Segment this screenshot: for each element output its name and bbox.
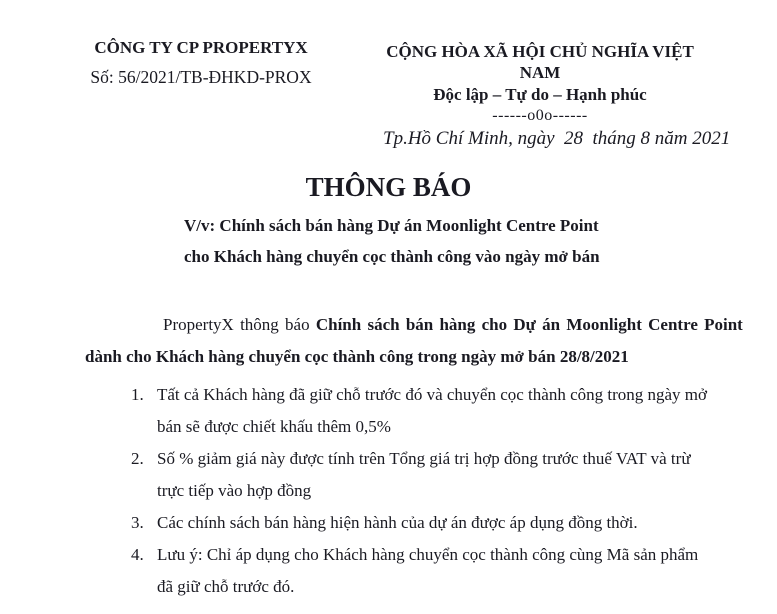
list-item-number: 2. <box>131 449 144 468</box>
subtitle-line2: cho Khách hàng chuyển cọc thành công vào ngày mở bán <box>184 247 600 266</box>
list-item-line: Các chính sách bán hàng hiện hành của dự án được áp dụng đồng thời. <box>157 513 638 532</box>
company-header <box>89 38 313 88</box>
ornamental-divider: ------o0o------ <box>492 107 588 124</box>
list-item <box>85 379 745 443</box>
list-item <box>85 507 745 539</box>
document-title: THÔNG BÁO <box>305 172 472 202</box>
list-item-line: Số % giảm giá này được tính trên Tổng giá trị hợp đồng trước thuế VAT và trừ <box>157 449 691 468</box>
intro-lead-text: PropertyX thông báo <box>163 315 316 334</box>
list-item <box>85 539 745 603</box>
list-item-line: Lưu ý: Chỉ áp dụng cho Khách hàng chuyển cọc thành công cùng Mã sản phẩm <box>157 545 699 564</box>
document-number: Số: 56/2021/TB-ĐHKD-PROX <box>90 67 312 87</box>
list-item <box>85 443 745 507</box>
list-item-line: bán sẽ được chiết khấu thêm 0,5% <box>157 417 391 436</box>
national-motto-line2: NAM <box>519 63 561 82</box>
intro-line2: dành cho Khách hàng chuyển cọc thành công trong ngày mở bán 28/8/2021 <box>85 347 629 366</box>
intro-line1 <box>85 309 743 341</box>
national-motto-line1: CỘNG HÒA XÃ HỘI CHỦ NGHĨA VIỆT <box>386 42 694 61</box>
intro-bold-text: Chính sách bán hàng cho Dự án Moonlight Centre Point <box>315 315 743 334</box>
list-item-number: 1. <box>131 385 144 404</box>
policy-list <box>85 379 745 603</box>
list-item-line: đã giữ chỗ trước đó. <box>157 577 295 596</box>
date-line: Tp.Hồ Chí Minh, ngày 28 tháng 8 năm 2021 <box>383 128 731 149</box>
list-item-number: 3. <box>131 513 144 532</box>
national-slogan: Độc lập – Tự do – Hạnh phúc <box>433 85 647 104</box>
list-item-line: Tất cả Khách hàng đã giữ chỗ trước đó và chuyển cọc thành công trong ngày mở <box>157 385 708 404</box>
intro-paragraph <box>85 309 743 373</box>
list-item-line: trực tiếp vào hợp đồng <box>157 481 312 500</box>
document-subtitle <box>184 210 600 272</box>
company-name: CÔNG TY CP PROPERTYX <box>94 38 308 57</box>
subtitle-line1: V/v: Chính sách bán hàng Dự án Moonlight Centre Point <box>184 216 599 235</box>
national-header <box>383 41 731 149</box>
list-item-number: 4. <box>131 545 144 564</box>
